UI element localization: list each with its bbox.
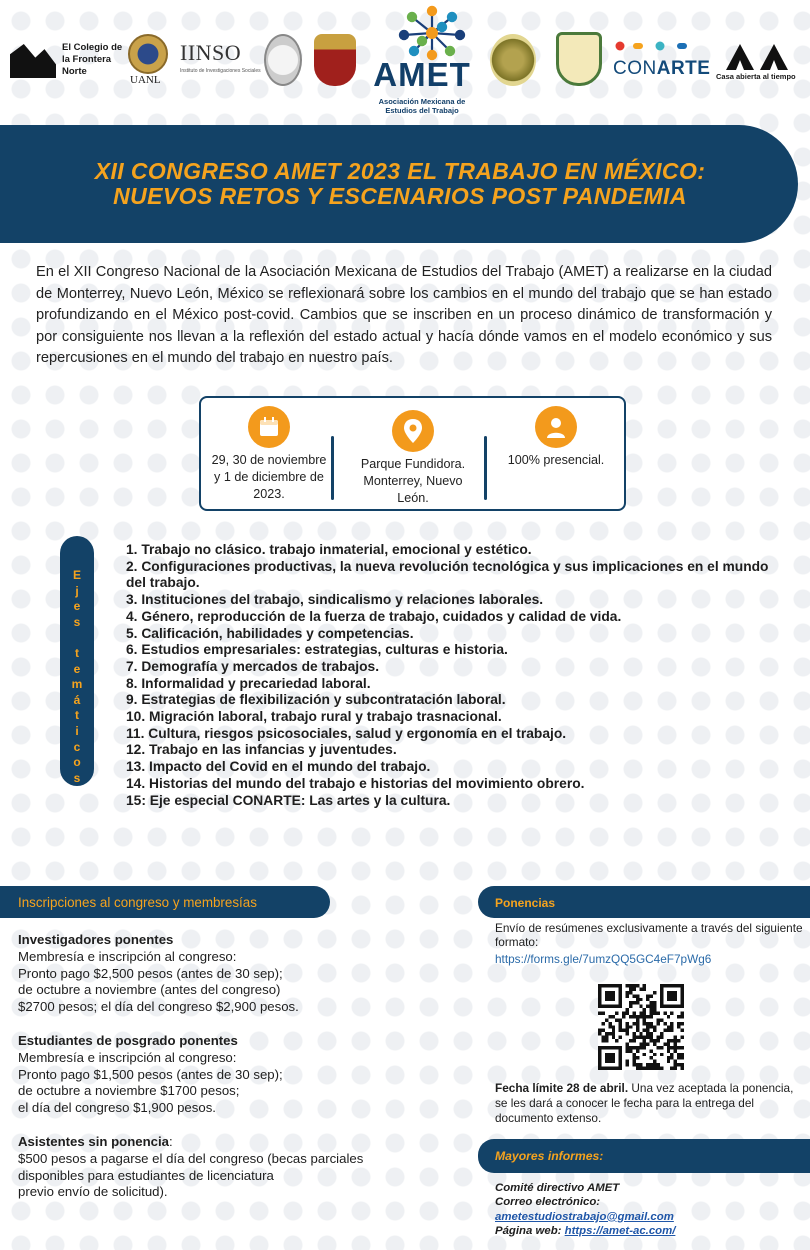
uanl-logo-text: UANL <box>130 74 161 86</box>
pricing-line: $500 pesos a pagarse el día del congreso (becas parciales <box>18 1150 364 1166</box>
university-seal-icon <box>264 34 302 86</box>
axis-item: 1. Trabajo no clásico. trabajo inmaterial, emocional y estético. <box>126 542 532 557</box>
page-title <box>40 159 760 209</box>
pricing-line: de octubre a noviembre (antes del congreso) <box>18 982 281 998</box>
committee-name: Comité directivo AMET <box>495 1182 620 1194</box>
axis-item: 13. Impacto del Covid en el mundo del trabajo. <box>126 759 431 775</box>
axis-item: 15: Eje especial CONARTE: Las artes y la cultura. <box>126 792 451 808</box>
ejes-tematicos-label: E j e s t e m á t i c o s <box>71 568 83 785</box>
location-pin-icon <box>392 410 434 452</box>
ponencias-text: Envío de resúmenes exclusivamente a través del siguiente formato: <box>495 921 803 950</box>
pricing-line: de octubre a noviembre $1700 pesos; <box>18 1083 240 1099</box>
qr-code-icon[interactable] <box>598 984 684 1070</box>
info-date <box>207 406 331 506</box>
deadline-text: Fecha límite 28 de abril. Una vez aceptada la ponencia, se les dará a conocer le fecha para la entrega del documento extenso. <box>495 1081 794 1125</box>
pricing-estudiantes <box>18 1033 458 1117</box>
submission-form-link[interactable]: https://forms.gle/7umzQQ5GC4eF7pWg6 <box>495 952 712 966</box>
title-line-2: NUEVOS RETOS Y ESCENARIOS POST PANDEMIA <box>113 183 687 209</box>
pricing-line: disponibles para estudiantes de licenciatura <box>18 1167 274 1183</box>
pricing-line: previo envío de solicitud). <box>18 1184 168 1200</box>
pricing-line: Membresía e inscripción al congreso: <box>18 948 237 964</box>
email-link[interactable]: ametestudiostrabajo@gmail.com <box>495 1210 674 1223</box>
ponencias-heading: Ponencias <box>495 896 556 910</box>
logo-strip <box>0 0 810 125</box>
axis-item: 2. Configuraciones productivas, la nueva revolución tecnológica y sus implicaciones en el mundo del trabajo. <box>126 558 769 591</box>
uanl-seal-icon <box>128 34 168 74</box>
pricing-title: Asistentes sin ponencia: <box>18 1134 173 1149</box>
web-label: Página web: <box>495 1224 562 1237</box>
shield-crest-icon <box>314 34 356 86</box>
title-line-1: XII CONGRESO AMET 2023 EL TRABAJO EN MÉXICO: <box>94 158 706 184</box>
email-label: Correo electrónico: <box>495 1196 601 1209</box>
amet-logo-text: AMET <box>373 56 471 93</box>
event-info-box <box>199 396 626 511</box>
axis-item: 6. Estudios empresariales: estrategias, culturas e historia. <box>126 642 508 658</box>
website-link[interactable]: https://amet-ac.com/ <box>564 1224 676 1237</box>
amet-logo-subtitle: Asociación Mexicana de Estudios del Trabajo <box>378 97 466 115</box>
axis-item: 4. Género, reproducción de la fuerza de trabajo, cuidados y calidad de vida. <box>126 608 622 624</box>
pricing-line: $2700 pesos; el día del congreso $2,900 pesos. <box>18 999 299 1015</box>
thematic-axes-list <box>126 542 786 809</box>
person-icon <box>535 406 577 448</box>
axis-item: 7. Demografía y mercados de trabajos. <box>126 658 380 674</box>
axis-item: 8. Informalidad y precariedad laboral. <box>126 675 371 691</box>
info-divider <box>331 436 334 500</box>
pricing-asistentes <box>18 1134 458 1201</box>
colef-logo <box>10 42 123 82</box>
pricing-title: Estudiantes de posgrado ponentes <box>18 1033 238 1048</box>
intro-paragraph: En el XII Congreso Nacional de la Asociación Mexicana de Estudios del Trabajo (AMET) a realizarse en la ciudad de Monterrey, Nuevo León, México se reflexionará sobre los cambios en el mundo del trabajo que se han estado profundizando en el México post-covid. Cambios que se inscriben en un proceso dinámico de transformación y por consiguiente nos llevan a la reflexión del estado actual y hacía dónde vamos en el modelo económico y sus repercusiones en el mundo del trabajo en nuestro país. <box>36 264 772 367</box>
colef-logo-text: El Colegio de la Frontera Norte <box>62 42 123 77</box>
pricing-line: Pronto pago $1,500 pesos (antes de 30 sep); <box>18 1066 283 1082</box>
iinso-logo-subtitle: Instituto de Investigaciones Sociales <box>180 68 261 74</box>
axis-item: 5. Calificación, habilidades y competencias. <box>126 625 414 641</box>
info-place-text: Parque Fundidora. Monterrey, Nuevo León. <box>360 457 466 505</box>
pricing-line: Pronto pago $2,500 pesos (antes de 30 sep); <box>18 965 283 981</box>
conarte-dots-icon <box>614 40 704 52</box>
uam-logo-icon <box>722 40 792 72</box>
info-mode-text: 100% presencial. <box>507 453 605 467</box>
colef-mountain-icon <box>10 44 56 78</box>
pricing-investigadores <box>18 932 458 1016</box>
axis-item: 3. Instituciones del trabajo, sindicalismo y relaciones laborales. <box>126 592 544 608</box>
gold-seal-icon <box>490 34 536 86</box>
conarte-logo-text: CONARTE <box>613 58 711 79</box>
info-divider <box>484 436 487 500</box>
axis-item: 9. Estrategias de flexibilización y subcontratación laboral. <box>126 692 506 708</box>
axis-item: 11. Cultura, riesgos psicosociales, salud y ergonomía en el trabajo. <box>126 725 567 741</box>
iinso-logo-text: IINSO <box>180 40 242 65</box>
info-mode <box>491 406 621 506</box>
pricing-line: Membresía e inscripción al congreso: <box>18 1049 237 1065</box>
uam-logo-subtitle: Casa abierta al tiempo <box>716 72 796 81</box>
pricing-title: Investigadores ponentes <box>18 932 174 947</box>
info-date-text: 29, 30 de noviembre y 1 de diciembre de 2023. <box>211 453 327 501</box>
pricing-line: el día del congreso $1,900 pesos. <box>18 1100 216 1116</box>
axis-item: 14. Historias del mundo del trabajo e historias del movimiento obrero. <box>126 775 585 791</box>
axis-item: 10. Migración laboral, trabajo rural y trabajo trasnacional. <box>126 709 502 725</box>
green-crest-icon <box>556 32 602 86</box>
contact-block <box>495 1181 795 1238</box>
info-place <box>346 410 480 510</box>
inscripciones-heading: Inscripciones al congreso y membresías <box>18 895 257 910</box>
calendar-icon <box>248 406 290 448</box>
informes-heading: Mayores informes: <box>495 1149 604 1163</box>
axis-item: 12. Trabajo en las infancias y juventudes. <box>126 742 397 758</box>
